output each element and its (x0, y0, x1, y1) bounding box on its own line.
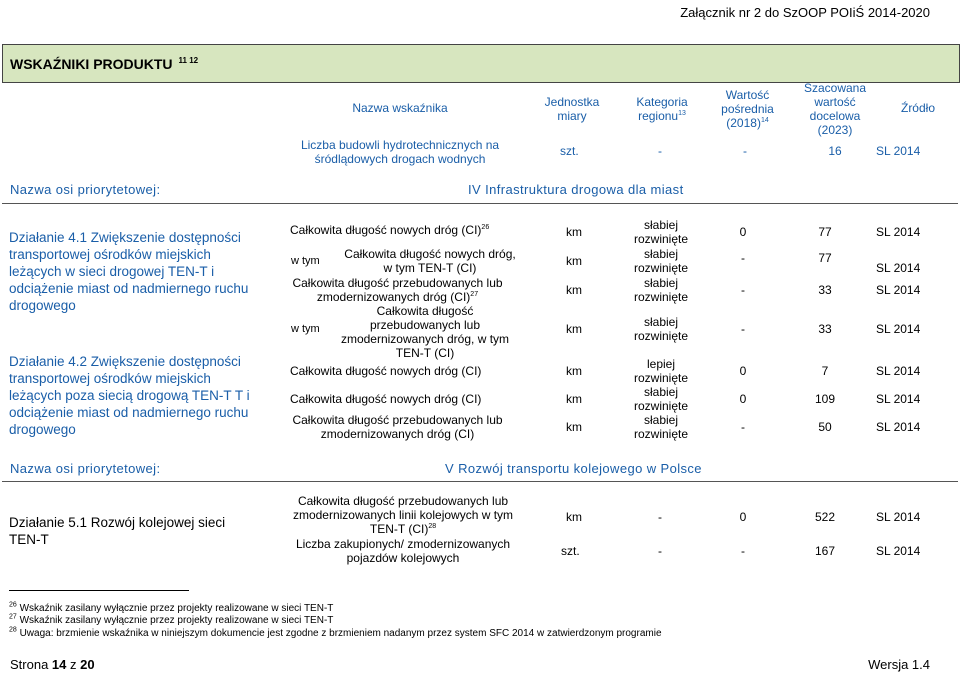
section-title-footnote-refs: 11 12 (178, 56, 199, 66)
col-header-midterm (705, 88, 790, 130)
col-header-target-l2: wartość (814, 95, 856, 109)
ax4-r4-source: SL 2014 (876, 322, 921, 336)
ax4-r3-unit: km (566, 283, 582, 297)
ax5-r1-midterm: 0 (739, 510, 747, 524)
ax5-r2-source: SL 2014 (876, 544, 921, 558)
action-4-1-l4: odciążenie miast od nadmiernego ruchu (9, 281, 249, 296)
ax4-r7-category: słabiej rozwinięte (633, 413, 689, 441)
action-4-1 (9, 229, 264, 314)
ax5-r1-unit: km (566, 510, 582, 524)
row0-target: 16 (828, 144, 842, 158)
ax5-r1-source: SL 2014 (876, 510, 921, 524)
col-header-category-l1: Kategoria (636, 95, 688, 109)
row0-name-l1: Liczba budowli hydrotechnicznych na (300, 138, 500, 152)
action-4-2-l1: Działanie 4.2 Zwiększenie dostępności (9, 354, 241, 369)
col-header-target (790, 81, 880, 137)
ax4-r7-target: 50 (818, 420, 832, 434)
ax4-r2-target: 77 (818, 251, 832, 265)
ax4-r1-target: 77 (818, 225, 832, 239)
axis5-divider (2, 481, 958, 482)
ax4-r2-category: słabiej rozwinięte (633, 247, 689, 275)
axis4-divider (2, 203, 958, 204)
document-version: Wersja 1.4 (868, 657, 930, 672)
row0-midterm: - (743, 144, 747, 158)
row0-category: - (658, 144, 662, 158)
axis5-label: Nazwa osi priorytetowej: (10, 461, 161, 476)
ax4-r4-midterm: - (741, 322, 745, 336)
ax4-r2-unit: km (566, 254, 582, 268)
ax4-r4-name: Całkowita długość przebudowanych lub zmodernizowanych dróg, w tym TEN-T (CI) (340, 304, 510, 360)
ax4-r5-name: Całkowita długość nowych dróg (CI) (290, 364, 482, 378)
ax5-r2-category: - (658, 544, 662, 558)
axis5-value: V Rozwój transportu kolejowego w Polsce (445, 461, 702, 476)
action-4-2 (9, 353, 264, 438)
col-header-category (618, 95, 706, 123)
col-header-unit (528, 95, 616, 123)
ax5-r2-midterm: - (741, 544, 745, 558)
action-4-1-l5: drogowego (9, 298, 76, 313)
ax4-r6-source: SL 2014 (876, 392, 921, 406)
ax5-r1-target: 522 (814, 510, 836, 524)
section-title-text: WSKAŹNIKI PRODUKTU (10, 56, 173, 72)
col-header-name: Nazwa wskaźnika (352, 101, 448, 115)
ax4-r6-midterm: 0 (739, 392, 747, 406)
ax4-r1-source: SL 2014 (876, 225, 921, 239)
row0-name (290, 138, 510, 166)
ax4-r5-source: SL 2014 (876, 364, 921, 378)
footnote-27: $^{27}$ Wskaźnik zasilany wyłącznie przez projekty realizowane w sieci TEN-T (9, 613, 334, 626)
ax4-r6-name: Całkowita długość nowych dróg (CI) (290, 392, 482, 406)
col-header-midterm-l1: Wartość (725, 88, 770, 102)
col-header-source: Źródło (900, 101, 935, 115)
ax4-r1-category: słabiej rozwinięte (633, 218, 689, 246)
ax4-r5-midterm: 0 (739, 364, 747, 378)
col-header-target-l4: (2023) (817, 123, 853, 137)
ax4-r2-midterm: - (741, 251, 745, 265)
footnote-28: $^{28}$ Uwaga: brzmienie wskaźnika w niniejszym dokumencie jest zgodne z brzmieniem nadanym przez system SFC 2014 w zatwierdzonym programie (9, 626, 662, 639)
row0-unit: szt. (560, 144, 579, 158)
attachment-header: Załącznik nr 2 do SzOOP POIiŚ 2014-2020 (680, 5, 930, 20)
ax4-r4-wtym: w tym (291, 323, 320, 335)
action-4-2-l3: leżących poza siecią drogową TEN-T T i (9, 388, 250, 403)
ax4-r5-unit: km (566, 364, 582, 378)
ax4-r6-unit: km (566, 392, 582, 406)
ax4-r4-category: słabiej rozwinięte (633, 315, 689, 343)
action-4-2-l4: odciążenie miast od nadmiernego ruchu (9, 405, 249, 420)
ax4-r5-category: lepiej rozwinięte (633, 357, 689, 385)
ax4-r5-target: 7 (821, 364, 829, 378)
ax4-r1-name: Całkowita długość nowych dróg (CI)$^{26}$ (290, 223, 490, 237)
ax4-r3-source: SL 2014 (876, 283, 921, 297)
footnote-separator (9, 590, 189, 591)
action-4-2-l2: transportowej ośrodków miejskich (9, 371, 211, 386)
ax4-r4-target: 33 (818, 322, 832, 336)
ax4-r2-name: Całkowita długość nowych dróg, w tym TEN-T (CI) (344, 247, 516, 275)
ax4-r2-wtym: w tym (291, 255, 320, 267)
action-4-1-l2: transportowej ośrodków miejskich (9, 247, 211, 262)
col-header-midterm-l2: pośrednia (721, 102, 774, 116)
ax4-r3-category: słabiej rozwinięte (633, 276, 689, 304)
action-5-1 (9, 514, 264, 548)
col-header-category-l2: regionu$^{13}$ (638, 109, 686, 123)
ax4-r1-unit: km (566, 225, 582, 239)
row0-name-l2: śródlądowych drogach wodnych (314, 152, 486, 166)
ax4-r7-source: SL 2014 (876, 420, 921, 434)
row0-source: SL 2014 (876, 144, 921, 158)
ax4-r3-midterm: - (741, 283, 745, 297)
col-header-target-l3: docelowa (809, 109, 861, 123)
ax5-r1-name: Całkowita długość przebudowanych lub zmodernizowanych linii kolejowych w tym TEN-T (CI)$^{28}$ (292, 494, 514, 536)
ax4-r7-name: Całkowita długość przebudowanych lub zmodernizowanych dróg (CI) (292, 413, 503, 441)
action-5-1-l2: TEN-T (9, 532, 49, 547)
ax4-r7-midterm: - (741, 420, 745, 434)
ax4-r3-target: 33 (818, 283, 832, 297)
section-title (10, 56, 198, 72)
ax4-r2-source: SL 2014 (876, 261, 921, 275)
page-number: Strona 14 z 20 (10, 657, 95, 672)
ax5-r1-category: - (658, 510, 662, 524)
ax4-r7-unit: km (566, 420, 582, 434)
action-4-1-l3: leżących w sieci drogowej TEN-T i (9, 264, 215, 279)
col-header-midterm-l3: $(2018)^{14}$ (726, 116, 769, 130)
ax5-r2-target: 167 (814, 544, 836, 558)
col-header-unit-l2: miary (557, 109, 587, 123)
footnote-26: $^{26}$ Wskaźnik zasilany wyłącznie przez projekty realizowane w sieci TEN-T (9, 601, 334, 614)
ax5-r2-unit: szt. (561, 544, 580, 558)
ax4-r6-target: 109 (814, 392, 836, 406)
action-5-1-l1: Działanie 5.1 Rozwój kolejowej sieci (9, 515, 226, 530)
col-header-target-l1: Szacowana (803, 81, 867, 95)
axis4-label: Nazwa osi priorytetowej: (10, 182, 161, 197)
ax5-r2-name: Liczba zakupionych/ zmodernizowanych pojazdów kolejowych (295, 537, 511, 565)
col-header-unit-l1: Jednostka (544, 95, 600, 109)
ax4-r4-unit: km (566, 322, 582, 336)
action-4-2-l5: drogowego (9, 422, 76, 437)
ax4-r1-midterm: 0 (739, 225, 747, 239)
ax4-r6-category: słabiej rozwinięte (633, 385, 689, 413)
axis4-value: IV Infrastruktura drogowa dla miast (468, 182, 684, 197)
ax4-r3-name: Całkowita długość przebudowanych lub zmodernizowanych dróg (CI)$^{27}$ (292, 276, 503, 304)
action-4-1-l1: Działanie 4.1 Zwiększenie dostępności (9, 230, 241, 245)
